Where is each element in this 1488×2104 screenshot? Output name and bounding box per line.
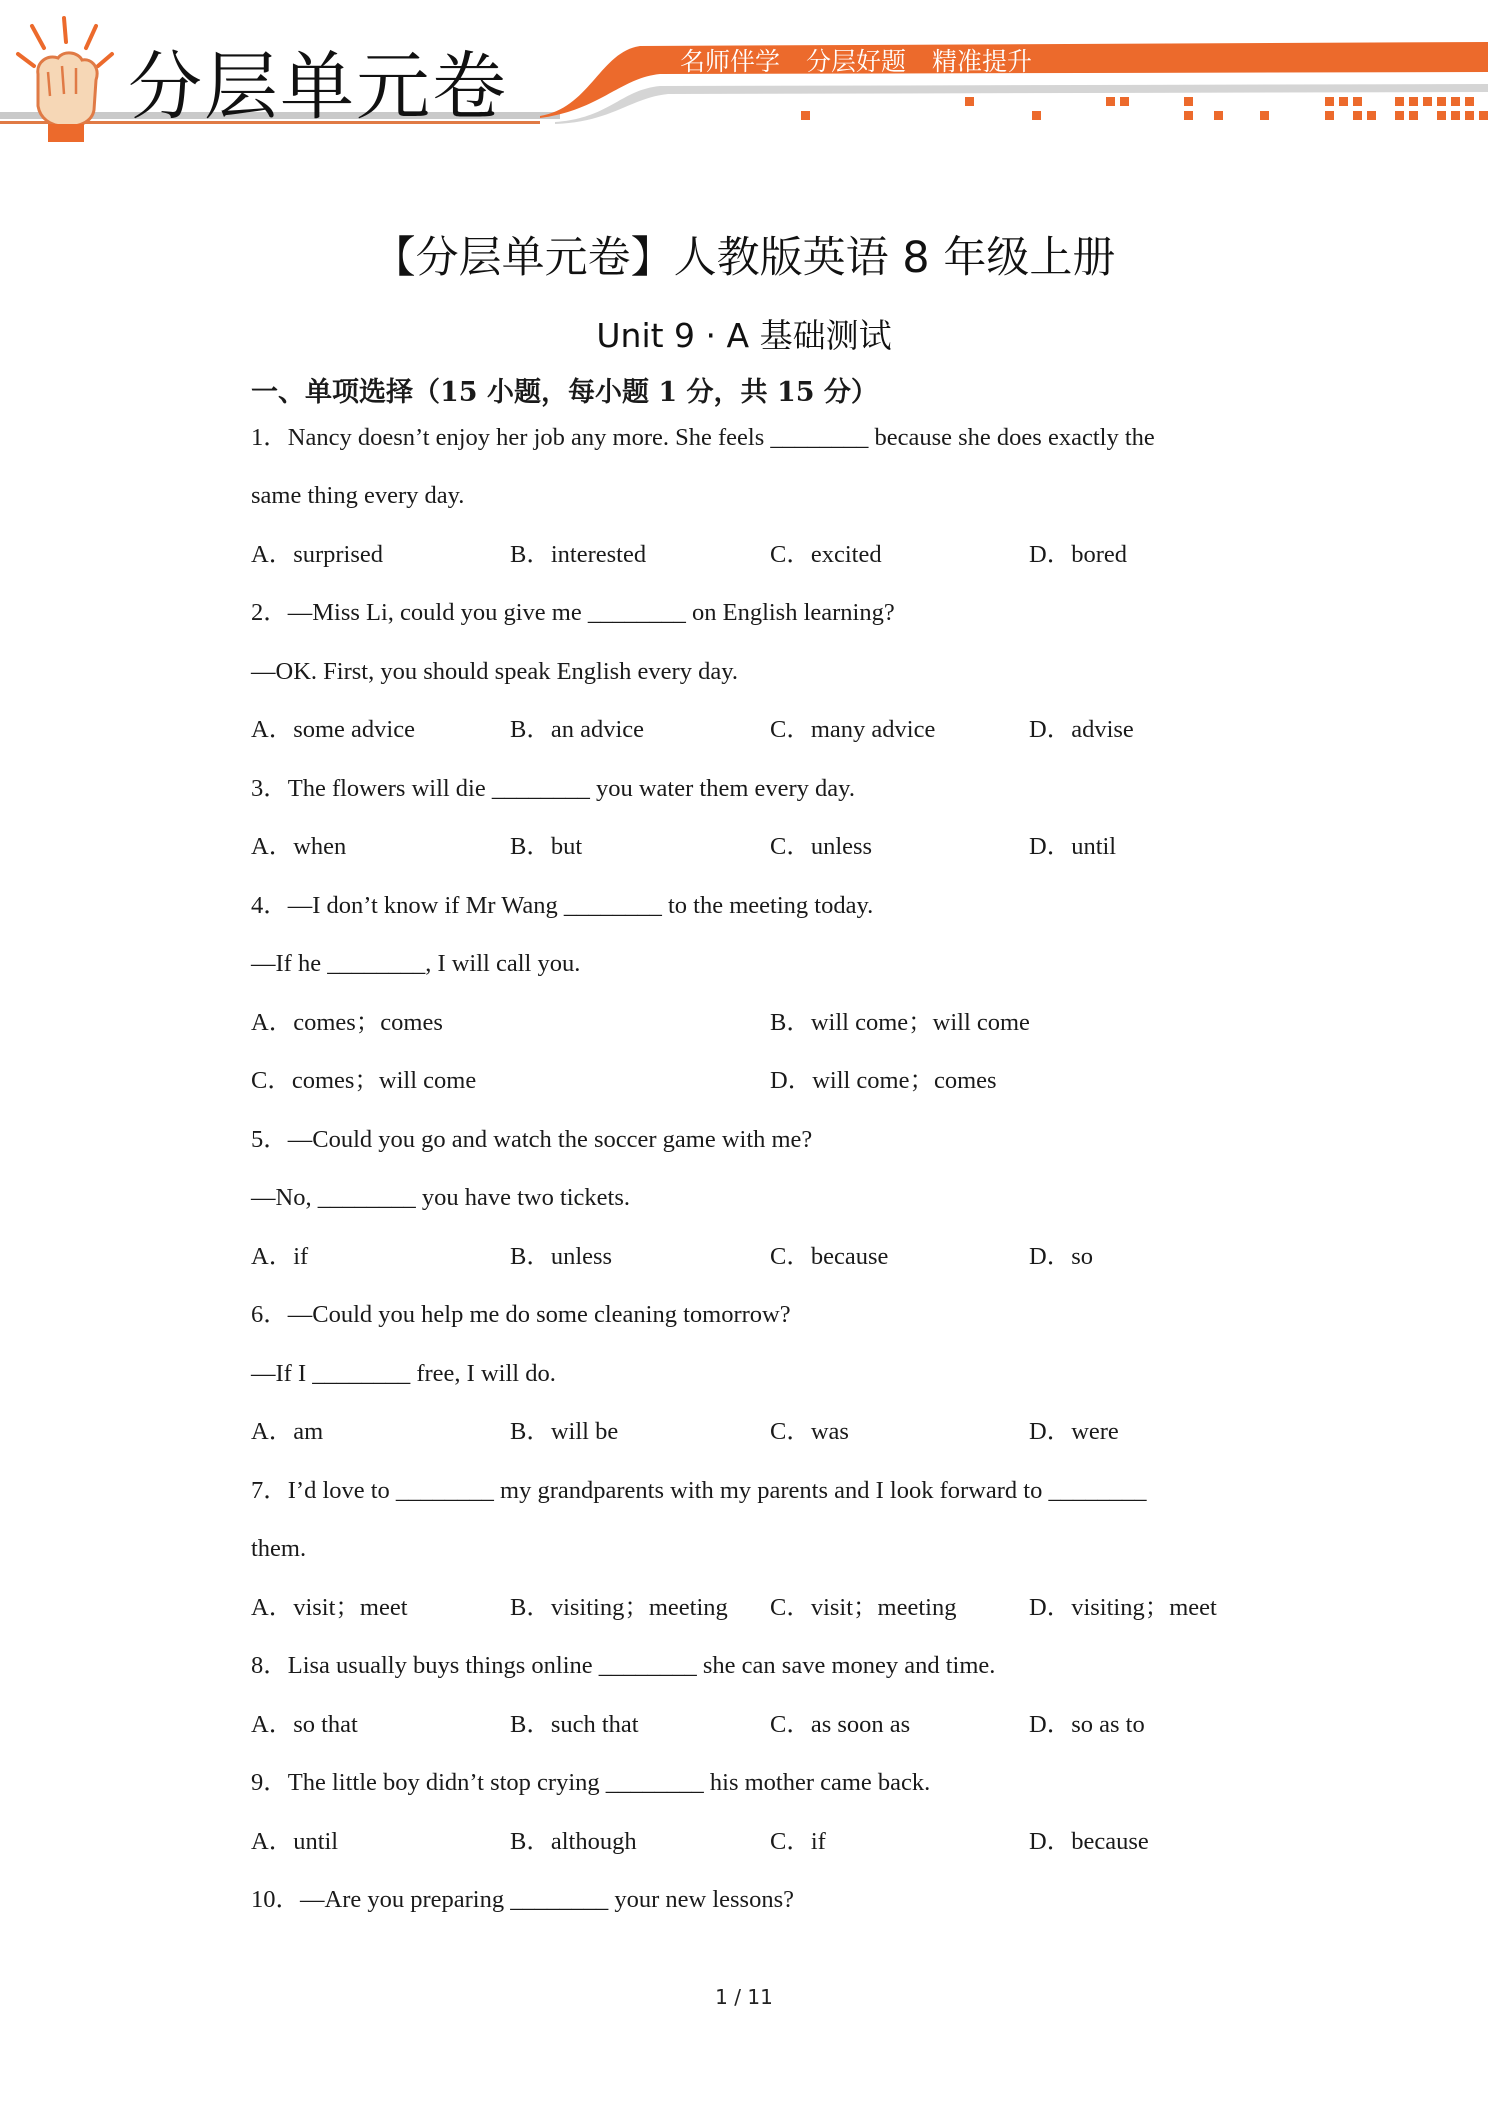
question-1-line-1: 1．Nancy doesn’t enjoy her job any more. She feels ________ because she does exactly the (251, 424, 1155, 451)
question-7-option-b[interactable]: B．visiting；meeting (510, 1594, 728, 1621)
slogan-1: 名师伴学 (680, 47, 781, 76)
page-subtitle: Unit 9 · A 基础测试 (596, 316, 892, 355)
question-3-option-b[interactable]: B．but (510, 833, 583, 860)
question-2-line-2: —OK. First, you should speak English every day. (251, 658, 738, 685)
question-9-line-1: 9．The little boy didn’t stop crying ________ his mother came back. (251, 1769, 931, 1796)
question-5-option-c[interactable]: C．because (770, 1243, 889, 1270)
slogan-3: 精准提升 (932, 47, 1033, 76)
question-9-option-c[interactable]: C．if (770, 1828, 826, 1855)
question-9-option-d[interactable]: D．because (1029, 1828, 1149, 1855)
question-5-option-a[interactable]: A．if (251, 1243, 309, 1270)
question-8-option-d[interactable]: D．so as to (1029, 1711, 1145, 1738)
question-1-line-2: same thing every day. (251, 482, 465, 509)
page-title: 【分层单元卷】人教版英语 8 年级上册 (372, 233, 1116, 283)
question-4-option-a[interactable]: A．comes；comes (251, 1009, 443, 1036)
section-heading: 一、单项选择（15 小题，每小题 1 分，共 15 分） (251, 377, 878, 408)
question-6-option-c[interactable]: C．was (770, 1418, 849, 1445)
brand-title: 分层单元卷 (128, 44, 508, 130)
question-4-line-1: 4．—I don’t know if Mr Wang ________ to the meeting today. (251, 892, 874, 919)
question-1-option-a[interactable]: A．surprised (251, 541, 384, 568)
question-9-option-a[interactable]: A．until (251, 1828, 339, 1855)
question-8-option-a[interactable]: A．so that (251, 1711, 358, 1738)
question-2-option-a[interactable]: A．some advice (251, 716, 415, 743)
question-5-line-2: —No, ________ you have two tickets. (251, 1184, 631, 1211)
question-4-line-2: —If he ________, I will call you. (251, 950, 581, 977)
question-6-option-d[interactable]: D．were (1029, 1418, 1119, 1445)
question-5-option-d[interactable]: D．so (1029, 1243, 1093, 1270)
question-6-line-2: —If I ________ free, I will do. (251, 1360, 556, 1387)
question-5-option-b[interactable]: B．unless (510, 1243, 613, 1270)
question-1-option-c[interactable]: C．excited (770, 541, 882, 568)
question-3-option-a[interactable]: A．when (251, 833, 347, 860)
question-5-line-1: 5．—Could you go and watch the soccer game with me? (251, 1126, 813, 1153)
question-7-option-a[interactable]: A．visit；meet (251, 1594, 408, 1621)
page-header (0, 0, 1488, 150)
question-7-line-2: them. (251, 1535, 307, 1562)
question-3-line-1: 3．The flowers will die ________ you water them every day. (251, 775, 855, 802)
question-2-option-d[interactable]: D．advise (1029, 716, 1134, 743)
fist-icon (8, 14, 118, 144)
question-3-option-d[interactable]: D．until (1029, 833, 1117, 860)
question-3-option-c[interactable]: C．unless (770, 833, 873, 860)
page-number: 1 / 11 (715, 1985, 773, 2009)
question-2-option-b[interactable]: B．an advice (510, 716, 645, 743)
question-8-line-1: 8．Lisa usually buys things online ________ she can save money and time. (251, 1652, 996, 1679)
question-4-option-c[interactable]: C．comes；will come (251, 1067, 477, 1094)
slogan-2: 分层好题 (806, 47, 907, 76)
question-10-line-1: 10．—Are you preparing ________ your new lessons? (251, 1886, 794, 1913)
question-7-option-c[interactable]: C．visit；meeting (770, 1594, 957, 1621)
question-2-option-c[interactable]: C．many advice (770, 716, 936, 743)
question-4-option-b[interactable]: B．will come；will come (770, 1009, 1030, 1036)
question-8-option-c[interactable]: C．as soon as (770, 1711, 911, 1738)
question-4-option-d[interactable]: D．will come；comes (770, 1067, 997, 1094)
question-9-option-b[interactable]: B．although (510, 1828, 637, 1855)
question-1-option-b[interactable]: B．interested (510, 541, 647, 568)
question-6-option-a[interactable]: A．am (251, 1418, 324, 1445)
question-2-line-1: 2．—Miss Li, could you give me ________ on English learning? (251, 599, 895, 626)
question-6-option-b[interactable]: B．will be (510, 1418, 619, 1445)
question-7-option-d[interactable]: D．visiting；meet (1029, 1594, 1217, 1621)
question-7-line-1: 7．I’d love to ________ my grandparents with my parents and I look forward to ________ (251, 1477, 1147, 1504)
question-6-line-1: 6．—Could you help me do some cleaning tomorrow? (251, 1301, 791, 1328)
question-8-option-b[interactable]: B．such that (510, 1711, 639, 1738)
question-1-option-d[interactable]: D．bored (1029, 541, 1127, 568)
